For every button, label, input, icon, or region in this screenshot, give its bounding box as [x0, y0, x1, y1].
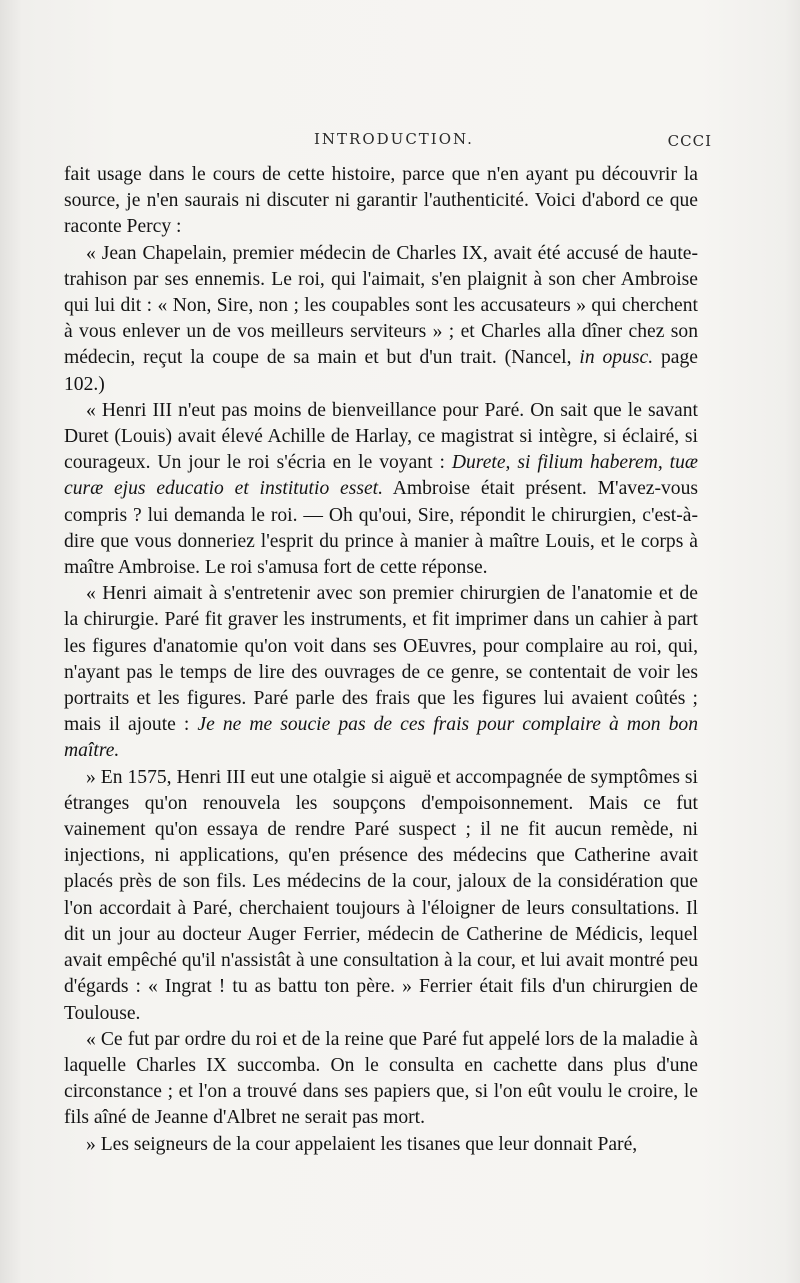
- paragraph-1: fait usage dans le cours de cette histoire, parce que n'en ayant pu découvrir la source, je n'en saurais ni discuter ni garantir l'authenticité. Voici d'abord ce que raconte Percy :: [64, 164, 698, 238]
- italic-latin-quote: Durete, si filium haberem, tuæ curæ ejus educatio et institutio esset.: [64, 452, 698, 500]
- paragraph-2: « Jean Chapelain, premier médecin de Charles IX, avait été accusé de haute-trahison par ses ennemis. Le roi, qui l'aimait, s'en plaignit à son cher Ambroise qui lui dit : « Non, Sire, non ; les coupables sont les accusateurs » qui cherchent à vous enlever un de vos meilleurs serviteurs » ; et Charles alla dîner chez son médecin, reçut la coupe de sa main et but d'un trait. (Nancel, in opusc. page 102.): [64, 242, 698, 395]
- italic-citation: in opusc.: [579, 347, 654, 369]
- page-number: CCCI: [667, 132, 712, 150]
- paragraph-5: » En 1575, Henri III eut une otalgie si aiguë et accompagnée de symptômes si étranges qu'on renouvela les soupçons d'empoisonnement. Mais ce fut vainement qu'on essaya de rendre Paré suspect ; il ne fit aucun remède, ni injections, ni applications, qu'en présence des médecins que Catherine avait placés près de son fils. Les médecins de la cour, jaloux de la considération que l'on accordait à Paré, cherchaient toujours à l'éloigner de leurs consultations. Il dit un jour au docteur Auger Ferrier, médecin de Catherine de Médicis, lequel avait empêché qu'il n'assistât à une consultation à la cour, et lui avait montré peu d'égards : « Ingrat ! tu as battu ton père. » Ferrier était fils d'un chirurgien de Toulouse.: [64, 766, 698, 1024]
- body-text: [64, 162, 698, 1158]
- paragraph-7: » Les seigneurs de la cour appelaient les tisanes que leur donnait Paré,: [86, 1133, 638, 1155]
- paragraph-4: « Henri aimait à s'entretenir avec son premier chirurgien de l'anatomie et de la chirurgie. Paré fit graver les instruments, et fit imprimer dans un cahier à part les figures d'anatomie qu'on voit dans ses OEuvres, pour complaire au roi, qui, n'ayant pas le temps de lire des ouvrages de ce genre, se contentait de voir les portraits et les figures. Paré parle des frais que les figures lui avaient coûtés ; mais il ajoute : Je ne me soucie pas de ces frais pour complaire à mon bon maître.: [64, 583, 699, 762]
- running-header: [64, 130, 712, 154]
- paragraph-3: « Henri III n'eut pas moins de bienveillance pour Paré. On sait que le savant Duret (Louis) avait élevé Achille de Harlay, ce magistrat si intègre, si éclairé, si courageux. Un jour le roi s'écria en le voyant : Durete, si filium haberem, tuæ curæ ejus educatio et institutio esset. Ambroise était présent. M'avez-vous compris ? lui demanda le roi. — Oh qu'oui, Sire, répondit le chirurgien, c'est-à-dire que vous donneriez l'esprit du prince à manier à maître Louis, et le corps à maître Ambroise. Le roi s'amusa fort de cette réponse.: [64, 399, 699, 579]
- italic-quote: Je ne me soucie pas de ces frais pour complaire à mon bon maître.: [64, 714, 699, 762]
- paragraph-6: « Ce fut par ordre du roi et de la reine que Paré fut appelé lors de la maladie à laquelle Charles IX succomba. On le consulta en cachette dans plus d'une circonstance ; et l'on a trouvé dans ses papiers que, si l'on eût voulu le croire, le fils aîné de Jeanne d'Albret ne serait pas mort.: [64, 1028, 698, 1129]
- running-title: INTRODUCTION.: [314, 130, 474, 148]
